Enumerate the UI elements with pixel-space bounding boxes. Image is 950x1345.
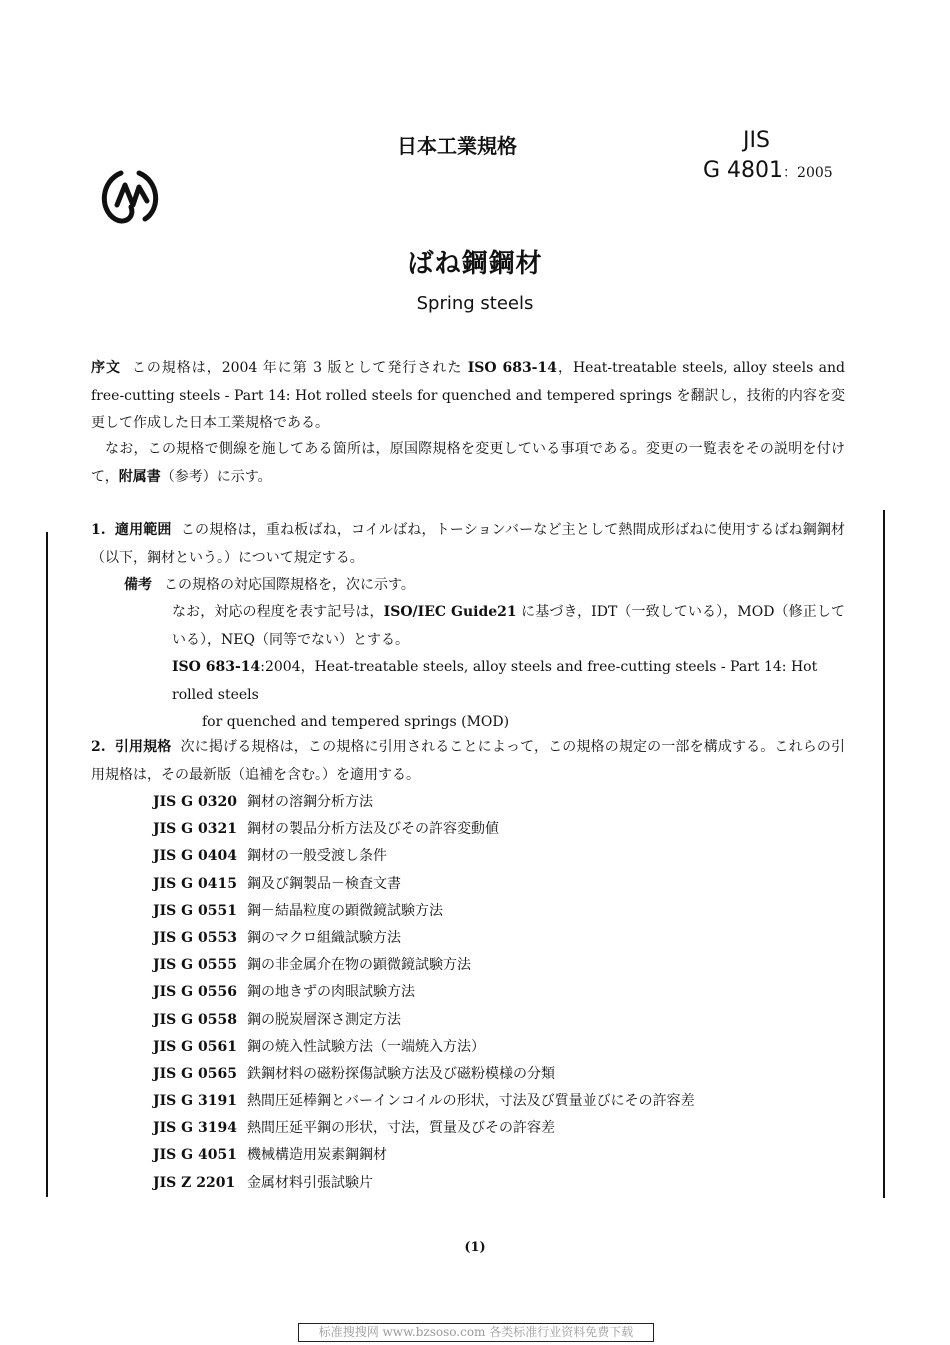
preface-para2-b: （参考）に示す。 <box>160 468 272 485</box>
remark-label: 備考 <box>124 577 152 593</box>
reference-code: JIS G 0558 <box>153 1011 237 1028</box>
section-2 <box>91 734 845 789</box>
preface-text-1: この規格は，2004 年に第 3 版として発行された <box>131 360 468 376</box>
preface-paragraph-2 <box>91 436 845 491</box>
standard-name: 日本工業規格 <box>397 134 517 158</box>
section-1-heading: 適用範囲 <box>114 522 172 538</box>
remark-ref-code: ISO 683-14 <box>172 659 261 675</box>
remark-note-a: なお，対応の程度を表す記号は， <box>172 604 384 620</box>
reference-code: JIS G 0551 <box>153 902 237 919</box>
normative-references-list <box>153 789 695 1197</box>
reference-row <box>153 1061 695 1088</box>
reference-title: 鋼材の一般受渡し条件 <box>247 848 387 865</box>
reference-title: 鋼材の溶鋼分析方法 <box>247 794 373 810</box>
reference-code: JIS G 0320 <box>153 794 237 810</box>
reference-title: 鋼及び鋼製品－検査文書 <box>247 875 401 892</box>
change-sideline-left <box>46 532 48 1197</box>
reference-title: 熱間圧延平鋼の形状，寸法，質量及びその許容差 <box>247 1120 555 1137</box>
reference-row <box>153 925 695 952</box>
reference-row <box>153 1170 695 1197</box>
reference-title: 鋼材の製品分析方法及びその許容変動値 <box>247 821 499 838</box>
reference-title: 鉄鋼材料の磁粉探傷試験方法及び磁粉模様の分類 <box>247 1065 555 1082</box>
section-2-heading: 引用規格 <box>114 739 172 755</box>
change-sideline-right <box>883 510 885 1198</box>
remark-note-guide: ISO/IEC Guide21 <box>383 604 517 620</box>
title-japanese: ばね鋼鋼材 <box>407 249 543 279</box>
reference-row <box>153 1034 695 1061</box>
footer-banner: 标准搜搜网 www.bzsoso.com 各类标准行业资料免费下载 <box>298 1323 654 1342</box>
jis-number-code: G 4801 <box>703 158 784 183</box>
jis-year: ：2005 <box>783 165 833 181</box>
section-2-number: 2. <box>91 739 106 755</box>
reference-row <box>153 816 695 843</box>
reference-title: 鋼－結晶粒度の顕微鏡試験方法 <box>247 902 443 919</box>
section-2-text: 次に掲げる規格は，この規格に引用されることによって，この規格の規定の一部を構成する。これらの引用規格は，その最新版（追補を含む。）を適用する。 <box>91 739 846 783</box>
reference-code: JIS G 0565 <box>153 1065 237 1082</box>
remark-note-b: に基づき，IDT（一致している），MOD（修正している），NEQ（同等でない）とする。 <box>172 604 845 648</box>
preface-text-2: ，Heat-treatable steels, alloy steels and free-cutting steels - Part 14: Hot rolled steels for quenched and tempered springs を翻訳し，技術的内容を変更して作成した日本工業規格である。 <box>91 360 846 431</box>
reference-code: JIS G 0561 <box>153 1038 237 1055</box>
reference-title: 熱間圧延棒鋼とバーインコイルの形状，寸法及び質量並びにその許容差 <box>247 1093 695 1110</box>
reference-title: 金属材料引張試験片 <box>247 1174 373 1191</box>
preface-annex: 附属書 <box>118 468 161 485</box>
reference-row <box>153 1115 695 1142</box>
reference-title: 鋼の地きずの肉眼試験方法 <box>247 984 415 1001</box>
reference-row <box>153 979 695 1006</box>
reference-title: 鋼のマクロ組織試験方法 <box>247 929 401 946</box>
reference-code: JIS G 0415 <box>153 875 237 892</box>
reference-code: JIS G 0321 <box>153 821 237 838</box>
remark-reference-line-1 <box>172 654 845 709</box>
title-english: Spring steels <box>416 293 534 314</box>
section-1 <box>91 517 845 572</box>
jis-label: JIS <box>743 128 770 153</box>
reference-row <box>153 898 695 925</box>
section-1-number: 1. <box>91 522 106 538</box>
remark-text: この規格の対応国際規格を，次に示す。 <box>164 577 415 593</box>
reference-code: JIS G 0555 <box>153 957 237 974</box>
reference-row <box>153 952 695 979</box>
preface-label: 序文 <box>91 360 121 376</box>
reference-title: 鋼の非金属介在物の顕微鏡試験方法 <box>247 957 471 974</box>
reference-code: JIS G 0556 <box>153 984 237 1001</box>
reference-row <box>153 1007 695 1034</box>
reference-row <box>153 843 695 870</box>
jis-number <box>703 158 833 183</box>
reference-code: JIS G 0404 <box>153 848 237 865</box>
reference-code: JIS G 3194 <box>153 1120 237 1137</box>
reference-title: 機械構造用炭素鋼鋼材 <box>247 1147 387 1164</box>
reference-code: JIS G 3191 <box>153 1093 237 1110</box>
preface-para2-a: なお，この規格で側線を施してある箇所は，原国際規格を変更している事項である。変更の一覧表をその説明を付けて， <box>91 441 845 485</box>
page-number: (1) <box>464 1240 486 1255</box>
reference-title: 鋼の焼入性試験方法（一端焼入方法） <box>247 1038 485 1055</box>
section-1-text: この規格は，重ね板ばね，コイルばね，トーションバーなど主として熱間成形ばねに使用するばね鋼鋼材（以下，鋼材という。）について規定する。 <box>91 522 846 566</box>
remark-note <box>172 599 845 654</box>
reference-row <box>153 1142 695 1169</box>
remark-ref-line2: for quenched and tempered springs (MOD) <box>202 714 510 730</box>
reference-row <box>153 1088 695 1115</box>
reference-title: 鋼の脱炭層深さ測定方法 <box>247 1011 401 1028</box>
reference-code: JIS G 0553 <box>153 929 237 946</box>
reference-code: JIS Z 2201 <box>153 1174 236 1191</box>
remark-ref-line1: :2004，Heat-treatable steels, alloy steels and free-cutting steels - Part 14: Hot rolled steels <box>172 659 818 703</box>
remark-reference <box>172 654 845 737</box>
remark <box>124 572 845 600</box>
reference-row <box>153 871 695 898</box>
reference-row <box>153 789 695 816</box>
preface-paragraph <box>91 355 845 438</box>
jis-mark-icon <box>95 165 165 229</box>
reference-code: JIS G 4051 <box>153 1147 237 1164</box>
preface-iso-ref: ISO 683-14 <box>467 360 557 376</box>
